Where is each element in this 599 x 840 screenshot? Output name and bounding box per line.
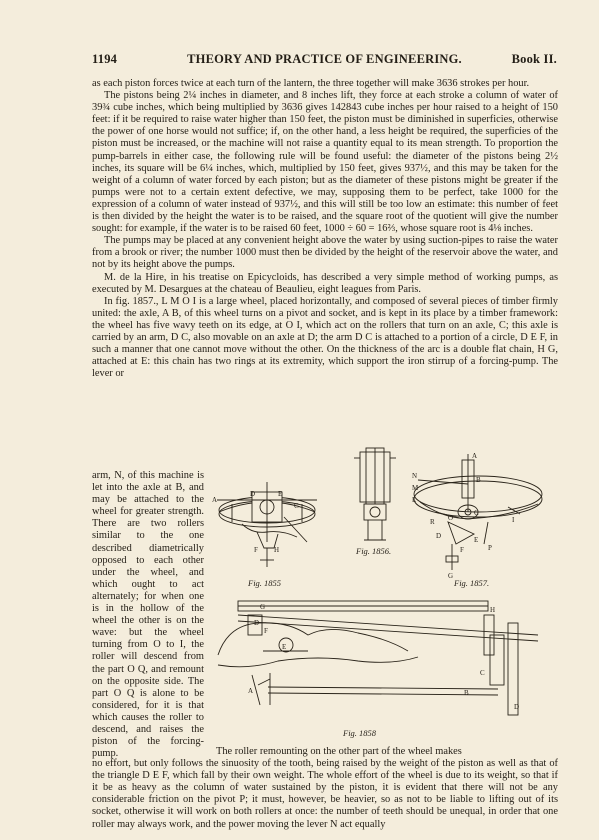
fig-label: C (294, 502, 299, 510)
figure-caption: Fig. 1858 (343, 728, 377, 738)
fig-label: I (512, 516, 515, 524)
top-text-block (92, 78, 558, 380)
fig-label: E (282, 643, 287, 651)
paragraph: M. de la Hire, in his treatise on Epicycloids, has described a very simple method of working pumps, as executed by M. Desargues at the chateau of Beaulieu, eight leagues from Paris. (92, 271, 558, 295)
page-number: 1194 (92, 52, 118, 66)
narrow-text-column (92, 470, 204, 760)
fig-label: D (514, 703, 520, 711)
figure-caption: Fig. 1857. (454, 578, 490, 588)
fig-label: B (476, 476, 481, 484)
page-header (92, 52, 557, 72)
fig-label: H (274, 546, 280, 554)
figure-caption: Fig. 1856. (356, 546, 392, 556)
fig-label: D (436, 532, 442, 540)
figure-1857 (408, 452, 560, 582)
fig-label: G (448, 572, 454, 580)
figure-1856 (350, 448, 400, 546)
paragraph: arm, N, of this machine is let into the axle at B, and may be attached to the wheel for greater strength. There are two rollers similar to the one described diametrically opposed to each other under the wheel, and which ought to act alternately; for when one is in the hollow of the wheel the other is on the wave: but the wheel turning from O to I, the roller will descend from the part O Q, and remount on the opposite side. The part O Q is alone to be considered, for it is that which causes the roller to descend, and raises the piston of the forcing-pump. (92, 470, 204, 760)
fig-label: E (474, 536, 479, 544)
fig-label: O (448, 514, 454, 522)
paragraph-lead: The roller remounting on the other part of the wheel makes (216, 746, 462, 757)
fig-label: F (460, 546, 464, 554)
paragraph: The pistons being 2¼ inches in diameter, and 8 inches lift, they force at each stroke a column of water of 39¾ cube inches, which being multiplied by 3636 gives 142843 cube inches per hour raised to a height of 150 feet: if it be required to raise water higher than 150 feet, the piston must be diminished in superficies, otherwise the power of one horse would not suffice; if, on the other hand, a less height be required, the superficies of the piston must be increased, or the machine will not raise a quantity equal to its mean strength. To proportion the pump-barrels in either case, the following rule will be found useful: the diameter of the pistons being 2½ inches, its square will be 6¼ inches, which, multiplied by 150 feet, gives 937½, and this may be taken for the weight of a column of water forced by each piston; but as the diameter of these pistons might be greater if the pumps were not to a certain extent defective, we may, supposing them to be perfect, take 1000 for the expression of a column of water instead of 937½, and this will still be too low an estimate: this number of feet is then divided by the height the water is to be raised, and the square root of the quotient will give the number sought: for example, if the water is to be raised 60 feet, 1000 ÷ 60 = 16⅔, whose square root is 4⅛ inches. (92, 90, 558, 235)
bottom-text-block (92, 746, 558, 831)
fig-label: R (430, 518, 435, 526)
fig-label: F (254, 546, 258, 554)
figure-1858 (208, 595, 558, 725)
fig-label: A (472, 452, 478, 460)
fig-label: C (474, 509, 479, 517)
fig-label: E (278, 490, 283, 498)
fig-label: D (254, 619, 260, 627)
fig-label: M (412, 484, 419, 492)
paragraph: no effort, but only follows the sinuosity of the tooth, being raised by the weight of the piston as well as that of the triangle D E F, which fall by their own weight. The whole effort of the wheel is due to its weight, so that if it be as heavy as the column of water sustained by the piston, it is evident that there will not be any considerable friction on the pivot P; it must, however, be heavier, so as not to be liable to lifting out of its socket, otherwise it will work on both rollers at once: the number of teeth should be unequal, in order that one roller may always work, and the power moving the lever N act equally (92, 758, 558, 830)
figure-1855 (212, 472, 347, 582)
fig-label: L (412, 496, 417, 504)
fig-label: A (212, 496, 218, 504)
book-label: Book II. (511, 52, 557, 66)
running-title: THEORY AND PRACTICE OF ENGINEERING. (187, 52, 462, 66)
paragraph: The pumps may be placed at any convenient height above the water by using suction-pipes to raise the water from a brook or river; the number 1000 must then be divided by the height of the reservoir above the water, and not by its height above the pumps. (92, 235, 558, 271)
paragraph: as each piston forces twice at each turn of the lantern, the three together will make 3636 strokes per hour. (92, 78, 530, 89)
fig-label: D (250, 490, 256, 498)
fig-label: H (490, 606, 496, 614)
fig-label: G (260, 603, 266, 611)
fig-label: C (480, 669, 485, 677)
paragraph: In fig. 1857., L M O I is a large wheel, placed horizontally, and composed of several pieces of timber firmly united: the axle, A B, of this wheel turns on a pivot and socket, and is kept in its place by a timber framework: the wheel has five wavy teeth on its edge, at O I, which act on the rollers that turn on an axle, C; this axle is carried by an arm, D C, also movable on an axle at D; the arm D C is attached to a portion of a circle, D E F, in such a manner that one cannot move without the other. On the thickness of the arc is a double flat chain, H G, attached at E: this chain has two rings at its extremity, which support the iron stirrup of a forcing-pump. The lever or (92, 295, 558, 380)
fig-label: B (464, 689, 469, 697)
fig-label: A (248, 687, 254, 695)
figure-caption: Fig. 1855 (248, 578, 282, 588)
fig-label: N (412, 472, 418, 480)
fig-label: F (264, 627, 268, 635)
fig-label: P (488, 544, 492, 552)
